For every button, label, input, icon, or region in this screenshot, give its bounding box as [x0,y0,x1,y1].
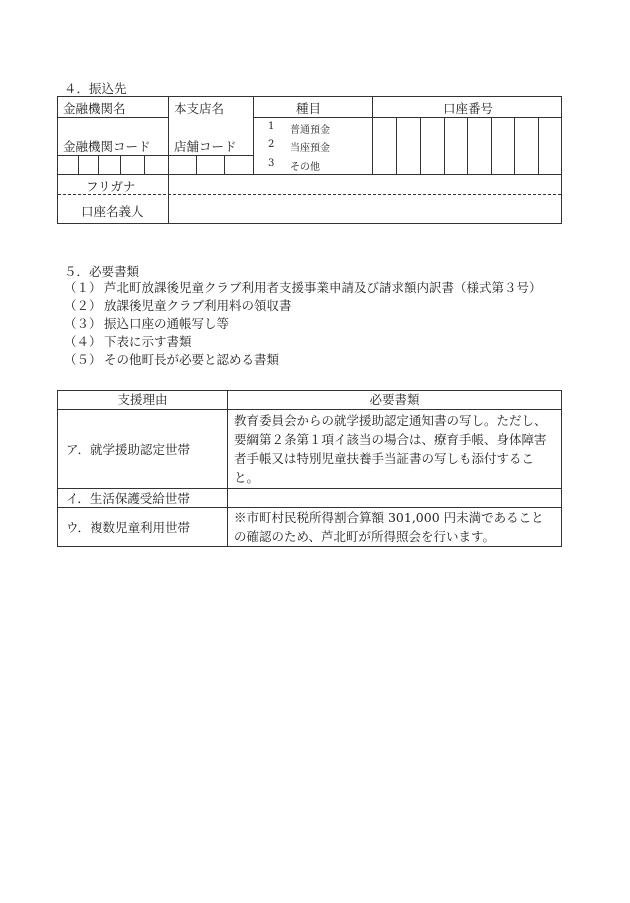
reason-cell: イ．生活保護受給世帯 [58,489,228,508]
digit-box-line [491,117,492,174]
list-item-text: 芦北町放課後児童クラブ利用者支援事業申請及び請求額内訳書（様式第３号） [104,280,542,295]
table-row [58,508,562,547]
account-holder-label: 口座名義人 [81,204,144,219]
digit-box-line [538,117,539,174]
grid-line [168,97,169,174]
table-row [58,410,562,489]
digit-box-line [467,117,468,174]
type-option-label: 当座預金 [290,143,330,154]
branch-name-label: 本支店名 [174,101,225,116]
section-4-title: ４．振込先 [64,81,127,96]
document-cell: 教育委員会からの就学援助認定通知書の写し。ただし、要綱第２条第１項イ該当の場合は、療育手帳、身体障害者手帳又は特別児童扶養手当証書の写しも添付すること。 [228,410,562,489]
grid-line [168,174,169,223]
list-item [64,333,564,351]
list-item [64,297,564,315]
grid-line [58,174,561,175]
reason-cell: ウ．複数児童利用世帯 [58,508,228,547]
digit-box-line [196,155,197,174]
furigana-label: フリガナ [86,179,136,194]
document-cell [228,489,562,508]
digit-box-line [224,155,225,174]
digit-box-line [120,155,121,174]
bank-transfer-table [57,96,562,224]
digit-box-line [144,155,145,174]
bank-code-label: 金融機関コード [63,139,151,154]
table-header-reason: 支援理由 [58,391,228,410]
grid-line [253,97,254,174]
list-item [64,279,564,297]
type-option-num: 3 [268,158,275,169]
section-5-title: ５．必要書類 [64,264,140,279]
type-option-num: 2 [268,139,275,150]
list-item [64,315,564,333]
reason-cell: ア．就学援助認定世帯 [58,410,228,489]
digit-box-line [396,117,397,174]
list-item-text: 振込口座の通帳写し等 [104,316,230,331]
digit-box-line [98,155,99,174]
list-item-number: （５） [64,352,102,367]
list-item-number: （３） [64,316,102,331]
list-item [64,351,564,369]
digit-box-line [78,155,79,174]
document-cell: ※市町村民税所得割合算額 301,000 円未満であることの確認のため、芦北町が所得照会を行います。 [228,508,562,547]
grid-line [58,117,168,118]
table-row [58,489,562,508]
list-item-text: 下表に示す書類 [104,334,192,349]
bank-name-label: 金融機関名 [63,101,126,116]
list-item-text: その他町長が必要と認める書類 [104,352,280,367]
digit-box-line [514,117,515,174]
type-header: 種目 [296,101,322,116]
account-number-header: 口座番号 [443,101,494,116]
list-item-number: （２） [64,298,102,313]
grid-line [372,97,373,174]
type-option-label: 普通預金 [290,125,330,136]
digit-box-line [420,117,421,174]
branch-code-label: 店舗コード [174,139,237,154]
type-option-label: その他 [290,162,320,173]
digit-box-line [444,117,445,174]
list-item-number: （４） [64,334,102,349]
required-documents-list [64,279,564,369]
table-header-documents: 必要書類 [228,391,562,410]
type-option-num: 1 [268,121,275,132]
support-documents-table [57,390,562,547]
table-header-row [58,391,562,410]
list-item-number: （１） [64,280,102,295]
list-item-text: 放課後児童クラブ利用料の領収書 [104,298,292,313]
